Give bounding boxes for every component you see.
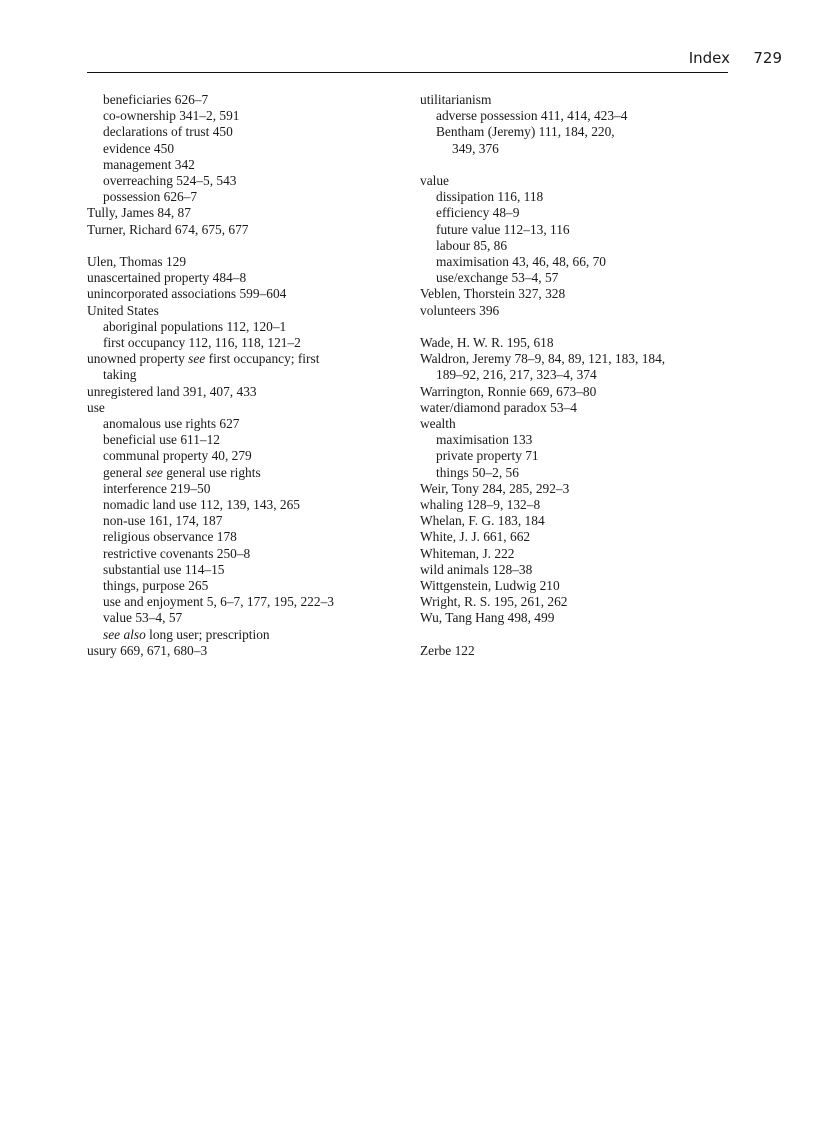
index-subentry <box>87 578 387 594</box>
index-entry <box>420 481 750 497</box>
entry-text: anomalous use rights 627 <box>103 416 240 432</box>
index-subentry <box>87 448 387 464</box>
page-number: 729 <box>753 49 782 67</box>
index-entry <box>420 610 750 626</box>
index-entry <box>420 335 750 351</box>
index-subentry <box>420 448 750 464</box>
entry-text: Waldron, Jeremy 78–9, 84, 89, 121, 183, 184, <box>420 351 666 367</box>
entry-text: unincorporated associations 599–604 <box>87 286 287 302</box>
index-column-left <box>87 92 387 659</box>
index-column-right <box>420 92 750 659</box>
index-entry <box>87 384 387 400</box>
index-entry <box>420 513 750 529</box>
entry-text: Wade, H. W. R. 195, 618 <box>420 335 554 351</box>
entry-text: overreaching 524–5, 543 <box>103 173 237 189</box>
section-title: Index <box>688 49 730 67</box>
entry-text: Wright, R. S. 195, 261, 262 <box>420 594 568 610</box>
entry-text: Wittgenstein, Ludwig 210 <box>420 578 560 594</box>
index-entry <box>420 546 750 562</box>
index-entry <box>420 351 750 383</box>
entry-text: management 342 <box>103 156 195 172</box>
header-rule <box>87 72 728 73</box>
entry-text: whaling 128–9, 132–8 <box>420 497 541 513</box>
index-subentry <box>420 205 750 221</box>
running-header <box>87 44 782 72</box>
entry-text: Tully, James 84, 87 <box>87 205 191 221</box>
entry-text: adverse possession 411, 414, 423–4 <box>436 108 628 124</box>
index-subentry <box>420 124 750 156</box>
entry-text: value 53–4, 57 <box>103 610 183 626</box>
entry-text: general see general use rights <box>103 464 261 480</box>
index-subentry <box>420 270 750 286</box>
entry-text: co-ownership 341–2, 591 <box>103 108 240 124</box>
index-subentry <box>420 254 750 270</box>
entry-text: private property 71 <box>436 448 539 464</box>
entry-text: labour 85, 86 <box>436 237 508 253</box>
index-subentry <box>87 432 387 448</box>
entry-text: usury 669, 671, 680–3 <box>87 642 208 658</box>
entry-text: declarations of trust 450 <box>103 124 233 140</box>
entry-text: wealth <box>420 416 456 432</box>
entry-text: volunteers 396 <box>420 302 500 318</box>
entry-text: maximisation 133 <box>436 432 533 448</box>
entry-text: unowned property see first occupancy; first <box>87 351 320 367</box>
index-subentry <box>87 627 387 643</box>
index-entry <box>420 529 750 545</box>
index-entry <box>420 286 750 302</box>
entry-text: use/exchange 53–4, 57 <box>436 270 559 286</box>
entry-text: religious observance 178 <box>103 529 237 545</box>
entry-text: evidence 450 <box>103 140 175 156</box>
entry-text: unregistered land 391, 407, 433 <box>87 383 257 399</box>
index-subentry <box>87 124 387 140</box>
index-subentry <box>87 108 387 124</box>
index-subentry <box>87 562 387 578</box>
index-subentry <box>420 238 750 254</box>
entry-text: beneficial use 611–12 <box>103 432 221 448</box>
index-entry <box>87 222 387 238</box>
letter-group-gap <box>420 157 750 173</box>
index-entry <box>87 643 387 659</box>
entry-text: Warrington, Ronnie 669, 673–80 <box>420 383 597 399</box>
entry-text: possession 626–7 <box>103 189 198 205</box>
index-subentry <box>87 189 387 205</box>
letter-group-gap <box>87 238 387 254</box>
index-subentry <box>87 141 387 157</box>
index-entry <box>420 416 750 432</box>
index-subentry <box>420 432 750 448</box>
index-entry <box>420 173 750 189</box>
entry-text: first occupancy 112, 116, 118, 121–2 <box>103 335 301 351</box>
index-subentry <box>87 497 387 513</box>
entry-text: unascertained property 484–8 <box>87 270 247 286</box>
entry-text: Whelan, F. G. 183, 184 <box>420 513 545 529</box>
index-entry <box>87 400 387 416</box>
entry-text: beneficiaries 626–7 <box>103 92 209 107</box>
entry-text: interference 219–50 <box>103 480 211 496</box>
entry-text: Bentham (Jeremy) 111, 184, 220, <box>436 124 615 140</box>
entry-text: maximisation 43, 46, 48, 66, 70 <box>436 254 606 270</box>
entry-text: efficiency 48–9 <box>436 205 520 221</box>
entry-text: restrictive covenants 250–8 <box>103 545 251 561</box>
index-entry <box>420 562 750 578</box>
entry-text: Ulen, Thomas 129 <box>87 254 187 270</box>
index-subentry <box>87 92 387 108</box>
index-entry <box>87 205 387 221</box>
index-subentry <box>420 108 750 124</box>
index-entry <box>420 400 750 416</box>
index-subentry <box>420 465 750 481</box>
entry-text: things, purpose 265 <box>103 578 209 594</box>
see-reference: see <box>145 464 163 480</box>
index-entry <box>87 254 387 270</box>
index-subentry <box>87 513 387 529</box>
entry-continuation: taking <box>103 367 137 383</box>
entry-text: future value 112–13, 116 <box>436 221 570 237</box>
entry-text: Whiteman, J. 222 <box>420 545 515 561</box>
index-subentry <box>87 465 387 481</box>
entry-text: Veblen, Thorstein 327, 328 <box>420 286 566 302</box>
index-subentry <box>87 335 387 351</box>
entry-text: see also long user; prescription <box>103 626 270 642</box>
index-subentry <box>87 529 387 545</box>
index-subentry <box>87 610 387 626</box>
index-entry <box>87 286 387 302</box>
index-subentry <box>87 594 387 610</box>
index-entry <box>420 384 750 400</box>
index-subentry <box>87 416 387 432</box>
entry-text: use and enjoyment 5, 6–7, 177, 195, 222–3 <box>103 594 334 610</box>
entry-text: communal property 40, 279 <box>103 448 252 464</box>
index-entry <box>87 270 387 286</box>
index-entry <box>420 594 750 610</box>
index-subentry <box>87 319 387 335</box>
index-subentry <box>87 173 387 189</box>
index-entry <box>420 643 750 659</box>
letter-group-gap <box>420 627 750 643</box>
entry-text: substantial use 114–15 <box>103 561 225 577</box>
entry-continuation: 349, 376 <box>452 140 499 156</box>
index-entry <box>87 303 387 319</box>
entry-text: Turner, Richard 674, 675, 677 <box>87 221 249 237</box>
entry-text: Zerbe 122 <box>420 642 475 658</box>
entry-text: Wu, Tang Hang 498, 499 <box>420 610 555 626</box>
entry-text: value <box>420 173 449 188</box>
index-entry <box>420 578 750 594</box>
index-subentry <box>87 157 387 173</box>
see-reference: see <box>188 351 206 367</box>
entry-text: non-use 161, 174, 187 <box>103 513 223 529</box>
entry-text: Weir, Tony 284, 285, 292–3 <box>420 480 570 496</box>
entry-text: water/diamond paradox 53–4 <box>420 399 577 415</box>
index-entry <box>420 92 750 108</box>
index-entry <box>420 303 750 319</box>
see-reference: see also <box>103 626 146 642</box>
entry-text: utilitarianism <box>420 92 492 107</box>
index-subentry <box>420 189 750 205</box>
entry-continuation: 189–92, 216, 217, 323–4, 374 <box>436 367 597 383</box>
letter-group-gap <box>420 319 750 335</box>
index-subentry <box>420 222 750 238</box>
index-subentry <box>87 481 387 497</box>
entry-text: wild animals 128–38 <box>420 561 533 577</box>
entry-text: use <box>87 399 105 415</box>
entry-text: White, J. J. 661, 662 <box>420 529 531 545</box>
index-entry <box>87 351 387 383</box>
index-entry <box>420 497 750 513</box>
entry-text: aboriginal populations 112, 120–1 <box>103 318 287 334</box>
entry-text: dissipation 116, 118 <box>436 189 544 205</box>
entry-text: things 50–2, 56 <box>436 464 519 480</box>
index-subentry <box>87 546 387 562</box>
entry-text: nomadic land use 112, 139, 143, 265 <box>103 497 300 513</box>
entry-text: United States <box>87 302 159 318</box>
